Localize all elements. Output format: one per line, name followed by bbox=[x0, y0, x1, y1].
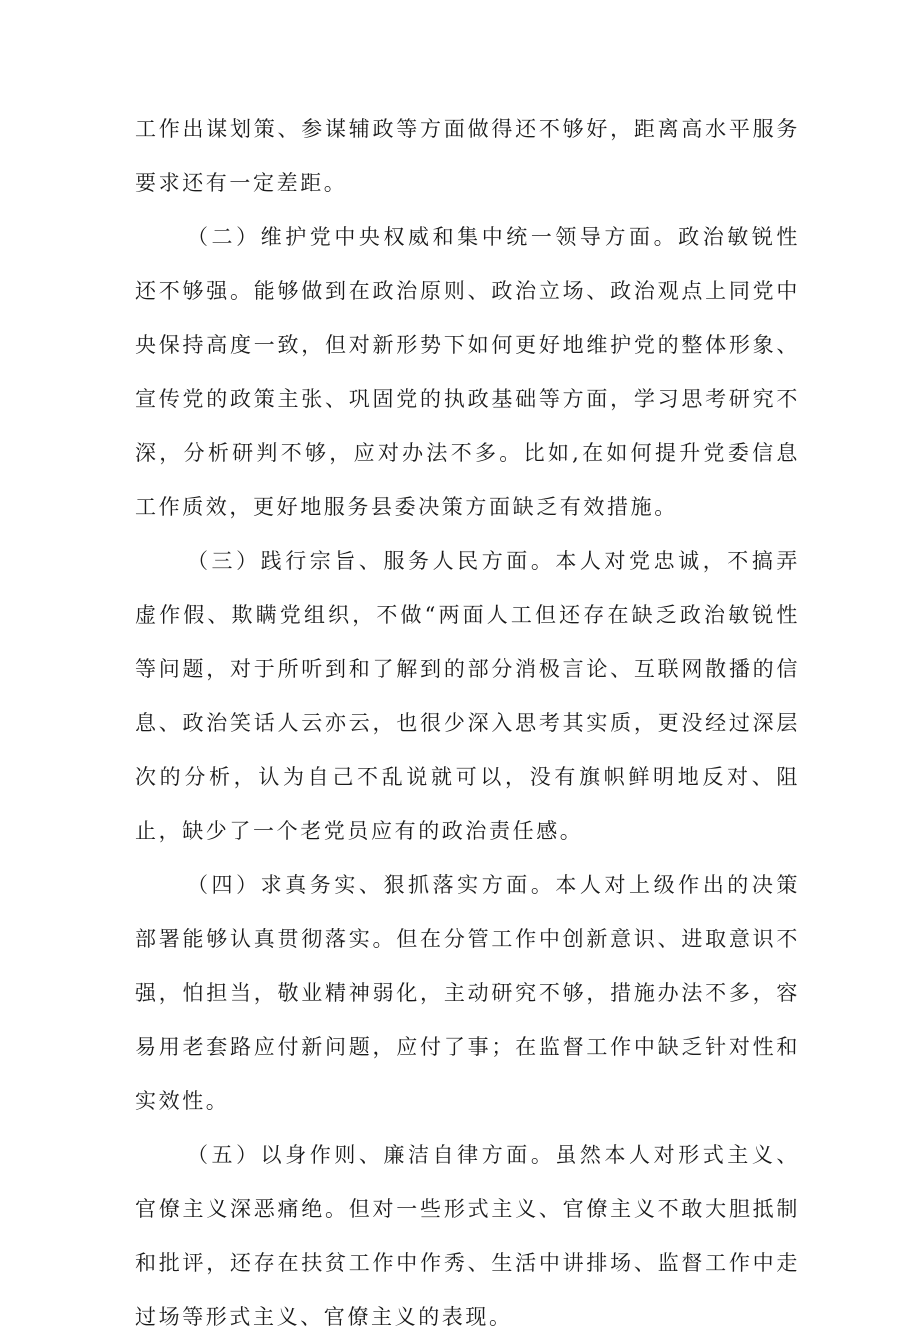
document-body bbox=[135, 102, 800, 1344]
paragraph-section-4: （四）求真务实、狠抓落实方面。本人对上级作出的决策部署能够认真贯彻落实。但在分管工作中创新意识、进取意识不强，怕担当，敬业精神弱化，主动研究不够，措施办法不多，容易用老套路应付新问题，应付了事；在监督工作中缺乏针对性和实效性。 bbox=[135, 873, 800, 1113]
paragraph-section-5: （五）以身作则、廉洁自律方面。虽然本人对形式主义、官僚主义深恶痛绝。但对一些形式主义、官僚主义不敢大胆抵制和批评，还存在扶贫工作中作秀、生活中讲排场、监督工作中走过场等形式主义、官僚主义的表现。 bbox=[135, 1143, 800, 1329]
paragraph-continued: 工作出谋划策、参谋辅政等方面做得还不够好，距离高水平服务要求还有一定差距。 bbox=[135, 117, 800, 195]
paragraph-section-3: （三）践行宗旨、服务人民方面。本人对党忠诚，不搞弄虚作假、欺瞒党组织，不做“两面人工但还存在缺乏政治敏锐性等问题，对于所听到和了解到的部分消极言论、互联网散播的信息、政治笑话人云亦云，也很少深入思考其实质，更没经过深层次的分析，认为自己不乱说就可以，没有旗帜鲜明地反对、阻止，缺少了一个老党员应有的政治责任感。 bbox=[135, 549, 800, 843]
paragraph-section-2: （二）维护党中央权威和集中统一领导方面。政治敏锐性还不够强。能够做到在政治原则、政治立场、政治观点上同党中央保持高度一致，但对新形势下如何更好地维护党的整体形象、宣传党的政策主张、巩固党的执政基础等方面，学习思考研究不深，分析研判不够，应对办法不多。比如,在如何提升党委信息工作质效，更好地服务县委决策方面缺乏有效措施。 bbox=[135, 225, 800, 519]
